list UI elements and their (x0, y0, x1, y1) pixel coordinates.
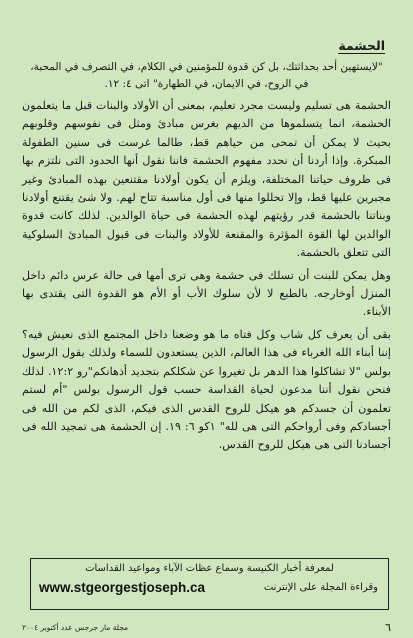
website-label: وقراءة المجلة على الإنترنت (263, 582, 378, 593)
quote-line-1: "لايستهين أحد بحداثتك، بل كن قدوة للمؤمنين في الكلام، في التصرف في المحبة، (30, 61, 383, 73)
website-info-line: لمعرفة أخبار الكنيسة وسماع عظات الآباء ومواعيد القداسات (85, 563, 334, 574)
page-number: ٦ (385, 621, 391, 634)
article-heading: الحشمة (338, 38, 385, 53)
publication-info: مجلة مار جرجس عدد أكتوبر ٢٠٠٤ (22, 622, 129, 632)
paragraph-2: وهل يمكن للبنت أن تسلك فى حشمة وهى ترى أمها فى حالة عرس دائم داخل المنزل أوخارجه. بالطبع لا لأن سلوك الأب أو الأم هو القدوة التى يقتدى بها الأبناء. (22, 268, 391, 319)
paragraph-3: بقى أن يعرف كل شاب وكل فتاه ما هو وضعنا داخل المجتمع الذى نعيش فيه؟ إننا أبناء الله الغرباء فى هذا العالم، الذين يستعدون للسماء ولذلك يقول الرسول بولس "لا تشاكلوا هذا الدهر بل تغيروا عن شكلكم بتجديد أذهانكم"رو ١٢:٢. لذلك فنحن نقول أننا مدعون لحياة القداسة حسب قول الرسول بولس "أم لستم تعلمون أن جسدكم هو هيكل للروح القدس الذى فيكم، الذى لكم من الله فى أجسادكم وفى أرواحكم التى هى لله" ١كو ٦: ١٩. إن الحشمة هى تمجيد الله فى أجسادنا التى هى هيكل للروح القدس. (22, 327, 392, 452)
page-footer (22, 620, 391, 634)
paragraph-1: الحشمة هى تسليم وليست مجرد تعليم، بمعنى أن الأولاد والبنات قبل ما يتعلمون الحشمة، انما يتسلموها من الديهم بغرس مبادئ ومثل فى نفوسهم وقلوبهم بحيث لا يمكن أن تمحى من حياهم قط، طالما غرست فى سنين الطفولة المبكرة. وإذا أردنا أن نحدد مفهوم الحشمة فاننا نقول أنها الحدود التى نلتزم بها فى ظروف حياتنا المختلفة، ويلزم أن يكون أولادنا مقتنعين بهذه المبادئ وغير مجبرين عليها قط، وإلا تحللوا منها فى أول مناسبة تتاح لهم. ولا شئ يقتنع أولادنا وبناتنا بالحشمة قدر رؤيتهم لهذه الحشمة فى حياة الوالدين. لذلك كانت قدوة الوالدين لها القوة المؤثرة والمقنعة للأولاد والبنات فى قبول المبادئ السلوكية التى تتعلق بالحشمة. (22, 99, 391, 260)
website-link[interactable]: www.stgeorgestjoseph.ca (39, 580, 206, 595)
scripture-quote (22, 59, 391, 93)
quote-line-2: في الروح، في الايمان، في الطهارة" اتى ٤: ١٢. (104, 78, 309, 90)
website-row (31, 580, 388, 595)
website-info-box (30, 558, 389, 610)
